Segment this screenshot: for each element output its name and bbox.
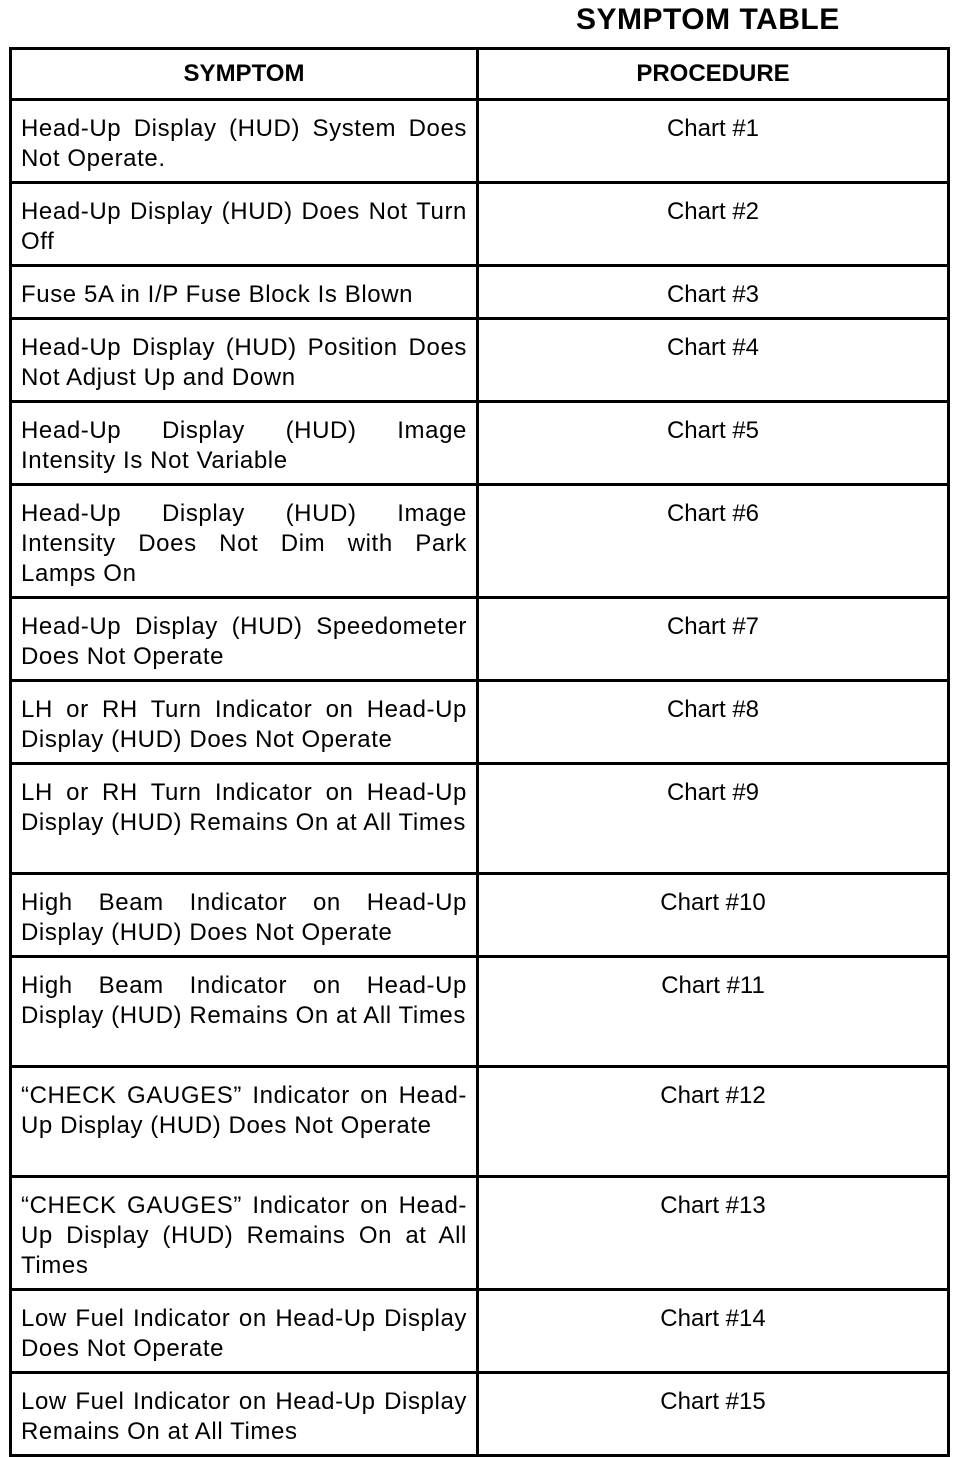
symptom-table bbox=[9, 47, 950, 1457]
symptom-cell: Head-Up Display (HUD) System Does Not Operate. bbox=[11, 100, 478, 183]
page-title: SYMPTOM TABLE bbox=[576, 3, 840, 36]
table-header-row bbox=[11, 49, 949, 100]
symptom-cell: Head-Up Display (HUD) Does Not Turn Off bbox=[11, 183, 478, 266]
symptom-cell: High Beam Indicator on Head-Up Display (HUD) Remains On at All Times bbox=[11, 957, 478, 1067]
symptom-cell: Head-Up Display (HUD) Position Does Not Adjust Up and Down bbox=[11, 319, 478, 402]
symptom-cell: Head-Up Display (HUD) Image Intensity Does Not Dim with Park Lamps On bbox=[11, 485, 478, 598]
table-row bbox=[11, 402, 949, 485]
procedure-cell: Chart #13 bbox=[478, 1177, 949, 1290]
table-row bbox=[11, 319, 949, 402]
procedure-cell: Chart #12 bbox=[478, 1067, 949, 1177]
table-row bbox=[11, 874, 949, 957]
table-row bbox=[11, 266, 949, 319]
procedure-cell: Chart #8 bbox=[478, 681, 949, 764]
symptom-cell: High Beam Indicator on Head-Up Display (HUD) Does Not Operate bbox=[11, 874, 478, 957]
table-row bbox=[11, 1177, 949, 1290]
table-row bbox=[11, 681, 949, 764]
procedure-cell: Chart #3 bbox=[478, 266, 949, 319]
table-row bbox=[11, 764, 949, 874]
symptom-cell: LH or RH Turn Indicator on Head-Up Display (HUD) Remains On at All Times bbox=[11, 764, 478, 874]
symptom-cell: Fuse 5A in I/P Fuse Block Is Blown bbox=[11, 266, 478, 319]
procedure-cell: Chart #1 bbox=[478, 100, 949, 183]
symptom-cell: Head-Up Display (HUD) Image Intensity Is Not Variable bbox=[11, 402, 478, 485]
symptom-cell: Head-Up Display (HUD) Speedometer Does Not Operate bbox=[11, 598, 478, 681]
symptom-column-header: SYMPTOM bbox=[11, 49, 478, 100]
table-row bbox=[11, 485, 949, 598]
procedure-cell: Chart #6 bbox=[478, 485, 949, 598]
symptom-cell: Low Fuel Indicator on Head-Up Display Does Not Operate bbox=[11, 1290, 478, 1373]
table-row bbox=[11, 183, 949, 266]
procedure-cell: Chart #15 bbox=[478, 1373, 949, 1456]
symptom-cell: “CHECK GAUGES” Indicator on Head-Up Display (HUD) Remains On at All Times bbox=[11, 1177, 478, 1290]
table-row bbox=[11, 598, 949, 681]
procedure-column-header: PROCEDURE bbox=[478, 49, 949, 100]
symptom-cell: Low Fuel Indicator on Head-Up Display Remains On at All Times bbox=[11, 1373, 478, 1456]
table-row bbox=[11, 1067, 949, 1177]
procedure-cell: Chart #7 bbox=[478, 598, 949, 681]
procedure-cell: Chart #4 bbox=[478, 319, 949, 402]
symptom-cell: LH or RH Turn Indicator on Head-Up Display (HUD) Does Not Operate bbox=[11, 681, 478, 764]
procedure-cell: Chart #9 bbox=[478, 764, 949, 874]
procedure-cell: Chart #14 bbox=[478, 1290, 949, 1373]
table-row bbox=[11, 100, 949, 183]
symptom-cell: “CHECK GAUGES” Indicator on Head-Up Display (HUD) Does Not Operate bbox=[11, 1067, 478, 1177]
procedure-cell: Chart #2 bbox=[478, 183, 949, 266]
procedure-cell: Chart #11 bbox=[478, 957, 949, 1067]
table-row bbox=[11, 1290, 949, 1373]
procedure-cell: Chart #5 bbox=[478, 402, 949, 485]
procedure-cell: Chart #10 bbox=[478, 874, 949, 957]
table-row bbox=[11, 1373, 949, 1456]
table-row bbox=[11, 957, 949, 1067]
